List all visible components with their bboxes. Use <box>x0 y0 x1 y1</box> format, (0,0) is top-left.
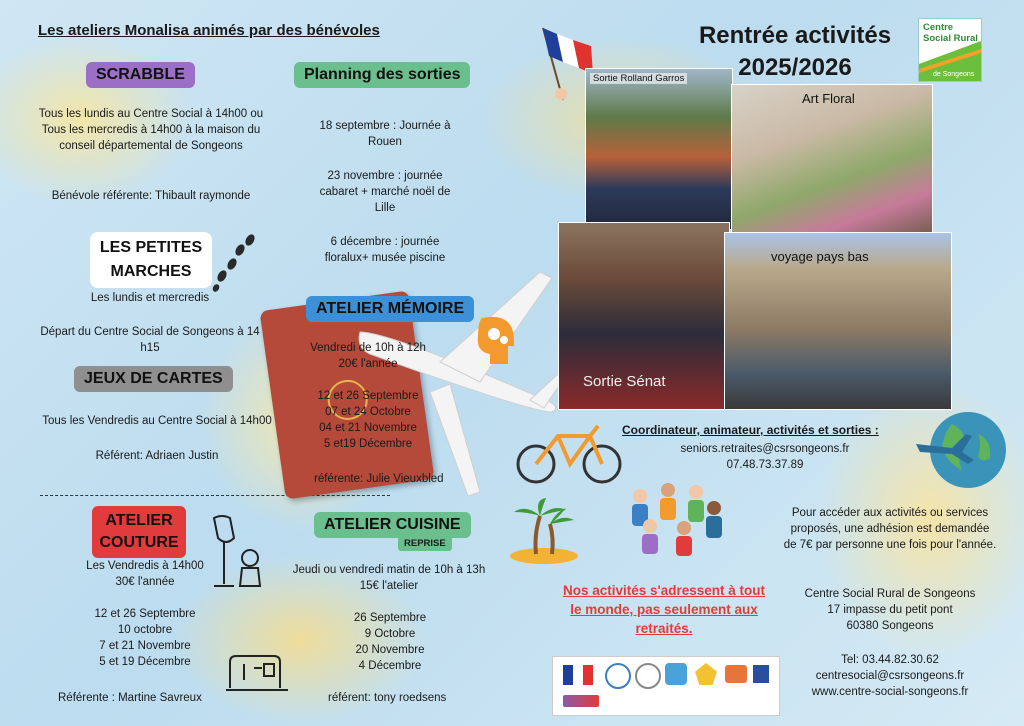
photo-roland-garros-caption: Sortie Rolland Garros <box>590 73 687 84</box>
partner-logo-2 <box>635 663 661 689</box>
sortie-3-line-1: 6 décembre : journée <box>330 236 440 248</box>
adhesion-line-1: Pour accéder aux activités ou services <box>791 507 989 519</box>
couture-title-2: COUTURE <box>99 534 179 551</box>
partner-logos <box>552 656 780 716</box>
contact-title: Coordinateur, animateur, activités et sorties : <box>622 423 879 437</box>
couture-date-3: 7 et 21 Novembre <box>99 640 191 652</box>
rentree-line-2: 2025/2026 <box>738 54 852 81</box>
memoire-date-4: 5 et19 Décembre <box>323 438 413 450</box>
couture-line-1: Les Vendredis à 14h00 <box>86 560 204 572</box>
photo-art-floral-caption: Art Floral <box>802 91 855 106</box>
cartes-text: Tous les Vendredis au Centre Social à 14h00 <box>42 415 272 427</box>
marches-line-3: h15 <box>140 342 160 354</box>
marches-line-2: Départ du Centre Social de Songeons à 14 <box>40 326 260 338</box>
palm-island-icon <box>506 494 582 566</box>
sortie-2-line-3: Lille <box>374 202 396 214</box>
notice-text <box>546 581 782 638</box>
address-mail[interactable]: centresocial@csrsongeons.fr <box>815 670 965 682</box>
couture-date-1: 12 et 26 Septembre <box>94 608 196 620</box>
couture-title-1: ATELIER <box>105 512 173 529</box>
logo-text-3: de Songeons <box>933 71 975 78</box>
csr-logo <box>918 18 982 82</box>
logo-text-1: Centre <box>923 22 954 33</box>
photo-roland-garros <box>585 68 733 230</box>
notice-line-1: Nos activités s'adressent à tout <box>562 583 766 598</box>
logo-text-2: Social Rural <box>923 33 978 44</box>
contact-info <box>640 441 890 473</box>
msa-logo <box>665 663 687 685</box>
photo-art-floral <box>731 84 933 238</box>
marches-title <box>90 232 212 288</box>
cuisine-line-1: Jeudi ou vendredi matin de 10h à 13h <box>292 564 486 576</box>
prevention-logo <box>563 695 599 707</box>
photo-senat-caption: Sortie Sénat <box>583 373 666 390</box>
scrabble-text <box>26 106 276 154</box>
memoire-referent: référente: Julie Vieuxbled <box>314 473 444 485</box>
hauts-de-france-logo <box>695 663 717 685</box>
sortie-2-line-1: 23 novembre : journée <box>327 170 443 182</box>
photo-pays-bas-caption: voyage pays bas <box>771 249 869 264</box>
memoire-dates <box>308 388 428 452</box>
address-web[interactable]: www.centre-social-songeons.fr <box>811 686 969 698</box>
main-title: Les ateliers Monalisa animés par des bénévoles <box>38 22 380 39</box>
couture-line-2: 30€ l'année <box>115 576 175 588</box>
cuisine-date-2: 9 Octobre <box>364 628 416 640</box>
scrabble-line-2: Tous les mercredis à 14h00 à la maison du <box>41 124 261 136</box>
address-tel[interactable]: Tel: 03.44.82.30.62 <box>841 654 939 666</box>
memoire-info <box>308 340 428 372</box>
marches-title-1: LES PETITES <box>99 239 203 256</box>
bicycle-icon <box>514 420 624 486</box>
sortie-3-line-2: floralux+ musée piscine <box>324 252 446 264</box>
couture-title <box>92 506 186 558</box>
sorties-title: Planning des sorties <box>294 62 470 88</box>
globe-plane-icon <box>912 404 1008 494</box>
partner-logo-6 <box>753 665 769 683</box>
couture-dates <box>60 606 230 670</box>
couture-date-4: 5 et 19 Décembre <box>99 656 191 668</box>
contact-email[interactable]: seniors.retraites@csrsongeons.fr <box>680 443 850 455</box>
cartes-title: JEUX DE CARTES <box>74 366 233 392</box>
footprints-icon <box>210 232 260 292</box>
scrabble-title: SCRABBLE <box>86 62 195 88</box>
cuisine-date-1: 26 Septembre <box>353 612 427 624</box>
photo-senat <box>558 222 730 410</box>
cuisine-reprise-badge: REPRISE <box>398 536 452 551</box>
memoire-line-2: 20€ l'année <box>338 358 398 370</box>
cuisine-date-4: 4 Décembre <box>358 660 422 672</box>
scrabble-line-1: Tous les lundis au Centre Social à 14h00 ou <box>38 108 264 120</box>
address-line-2: 17 impasse du petit pont <box>827 604 953 616</box>
couture-info <box>60 558 230 590</box>
memoire-title: ATELIER MÉMOIRE <box>306 296 474 322</box>
memoire-date-1: 12 et 26 Septembre <box>317 390 419 402</box>
contact-phone[interactable]: 07.48.73.37.89 <box>726 459 804 471</box>
memoire-date-2: 07 et 24 Octobre <box>325 406 411 418</box>
photo-pays-bas <box>724 232 952 410</box>
contact-block <box>790 652 990 700</box>
sortie-2-line-2: cabaret + marché noël de <box>319 186 451 198</box>
marches-text-2 <box>30 324 270 356</box>
brain-gears-icon <box>472 314 518 368</box>
sortie-2 <box>300 168 470 216</box>
scrabble-referent: Bénévole référente: Thibault raymonde <box>51 190 251 202</box>
couture-date-2: 10 octobre <box>117 624 173 636</box>
address-block <box>790 586 990 634</box>
cuisine-line-2: 15€ l'atelier <box>359 580 419 592</box>
notice-line-2: le monde, pas seulement aux <box>570 602 758 617</box>
people-group-icon <box>620 478 730 558</box>
carsat-logo <box>605 663 631 689</box>
adhesion-line-2: proposés, une adhésion est demandée <box>790 523 990 535</box>
partner-logo-5 <box>725 665 747 683</box>
cuisine-date-3: 20 Novembre <box>355 644 425 656</box>
notice-line-3: retraités. <box>635 621 693 636</box>
sewing-machine-icon <box>224 648 290 698</box>
marches-title-2: MARCHES <box>110 263 192 280</box>
cuisine-title: ATELIER CUISINE <box>314 512 471 538</box>
scrabble-line-3: conseil départemental de Songeons <box>59 140 243 152</box>
couture-referent: Référente : Martine Savreux <box>58 692 202 704</box>
cartes-referent: Référent: Adriaen Justin <box>95 450 219 462</box>
sortie-1-line-2: Rouen <box>368 136 402 148</box>
rentree-line-1: Rentrée activités <box>698 22 892 49</box>
adhesion-text <box>770 505 1010 553</box>
cuisine-referent: référent: tony roedsens <box>328 692 447 704</box>
cuisine-info <box>284 562 494 594</box>
marches-text-1: Les lundis et mercredis <box>90 292 210 304</box>
address-line-1: Centre Social Rural de Songeons <box>804 588 976 600</box>
memoire-line-1: Vendredi de 10h à 12h <box>310 342 426 354</box>
republique-francaise-logo <box>563 665 593 685</box>
memoire-date-3: 04 et 21 Novembre <box>319 422 417 434</box>
adhesion-line-3: de 7€ par personne une fois pour l'année. <box>783 539 997 551</box>
cuisine-dates <box>300 610 480 674</box>
address-line-3: 60380 Songeons <box>846 620 934 632</box>
sortie-1 <box>300 118 470 150</box>
sortie-1-line-1: 18 septembre : Journée à <box>319 120 451 132</box>
